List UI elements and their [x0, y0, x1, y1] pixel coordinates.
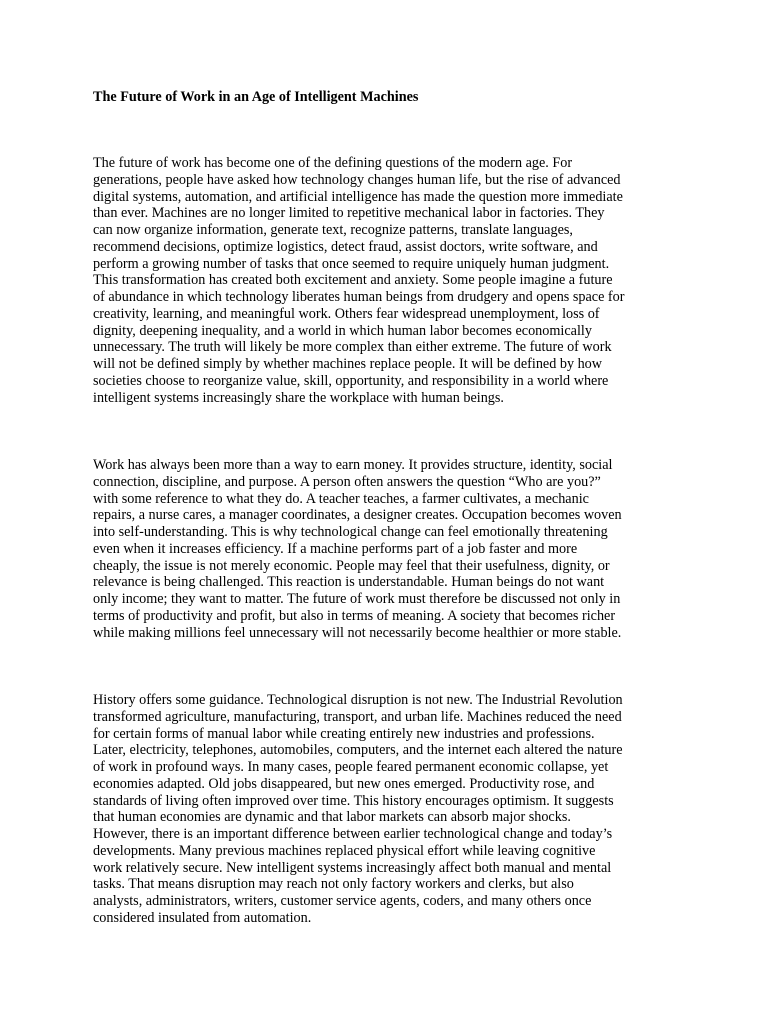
text-line: connection, discipline, and purpose. A person often answers the question “Who are you?” [93, 473, 601, 490]
text-line: than ever. Machines are no longer limited to repetitive mechanical labor in factories. They [93, 205, 605, 222]
text-line: cheaply, the issue is not merely economic. People may feel that their usefulness, dignity, or [93, 557, 610, 574]
text-line: transformed agriculture, manufacturing, transport, and urban life. Machines reduced the need [93, 708, 622, 725]
text-line: digital systems, automation, and artificial intelligence has made the question more immediate [93, 188, 623, 205]
text-line: relevance is being challenged. This reaction is understandable. Human beings do not want [93, 574, 605, 591]
text-line: considered insulated from automation. [93, 909, 312, 926]
text-line: standards of living often improved over time. This history encourages optimism. It suggests [93, 792, 614, 809]
text-line: terms of productivity and profit, but also in terms of meaning. A society that becomes richer [93, 607, 616, 624]
paragraph-2 [93, 457, 683, 641]
text-line: recommend decisions, optimize logistics, detect fraud, assist doctors, write software, and [93, 238, 598, 255]
text-line: Later, electricity, telephones, automobiles, computers, and the internet each altered the nature [93, 742, 623, 759]
text-line: economies adapted. Old jobs disappeared, but new ones emerged. Productivity rose, and [93, 775, 595, 792]
text-line: analysts, administrators, writers, customer service agents, coders, and many others once [93, 893, 592, 909]
text-line: History offers some guidance. Technological disruption is not new. The Industrial Revolution [93, 692, 623, 708]
text-line: intelligent systems increasingly share the workplace with human beings. [93, 389, 504, 406]
text-line: into self-understanding. This is why technological change can feel emotionally threatening [93, 524, 608, 540]
text-line: of work in profound ways. In many cases, people feared permanent economic collapse, yet [93, 759, 609, 775]
text-line: even when it increases efficiency. If a machine performs part of a job faster and more [93, 540, 578, 557]
text-line: for certain forms of manual labor while creating entirely new industries and professions. [93, 725, 595, 742]
text-line: work relatively secure. New intelligent systems increasingly affect both manual and mental [93, 859, 612, 876]
text-line: that human economies are dynamic and that labor markets can absorb major shocks. [93, 809, 571, 826]
text-line: societies choose to reorganize value, skill, opportunity, and responsibility in a world where [93, 372, 609, 389]
text-line: creativity, learning, and meaningful work. Others fear widespread unemployment, loss of [93, 305, 600, 322]
text-line: The future of work has become one of the defining questions of the modern age. For [93, 155, 573, 171]
text-line: repairs, a nurse cares, a manager coordinates, a designer creates. Occupation becomes woven [93, 507, 622, 524]
text-line: while making millions feel unnecessary will not necessarily become healthier or more stable. [93, 624, 622, 641]
text-line: only income; they want to matter. The future of work must therefore be discussed not only in [93, 591, 621, 607]
text-line: unnecessary. The truth will likely be more complex than either extreme. The future of work [93, 339, 612, 356]
text-line: Work has always been more than a way to earn money. It provides structure, identity, social [93, 457, 613, 473]
text-line: However, there is an important difference between earlier technological change and today’s [93, 826, 613, 842]
paragraph-1 [93, 155, 683, 406]
text-line: will not be defined simply by whether machines replace people. It will be defined by how [93, 356, 603, 372]
text-line: with some reference to what they do. A teacher teaches, a farmer cultivates, a mechanic [93, 490, 589, 507]
text-line: tasks. That means disruption may reach not only factory workers and clerks, but also [93, 876, 574, 893]
text-line: perform a growing number of tasks that once seemed to require uniquely human judgment. [93, 255, 610, 272]
text-line: dignity, deepening inequality, and a world in which human labor becomes economically [93, 322, 592, 339]
text-line: can now organize information, generate text, recognize patterns, translate languages, [93, 222, 573, 238]
text-line: of abundance in which technology liberates human beings from drudgery and opens space for [93, 289, 625, 305]
paragraph-3 [93, 692, 683, 927]
text-line: developments. Many previous machines replaced physical effort while leaving cognitive [93, 842, 596, 859]
text-line: This transformation has created both excitement and anxiety. Some people imagine a future [93, 272, 613, 289]
text-line: generations, people have asked how technology changes human life, but the rise of advanced [93, 171, 621, 188]
document-title: The Future of Work in an Age of Intelligent Machines [93, 89, 419, 105]
